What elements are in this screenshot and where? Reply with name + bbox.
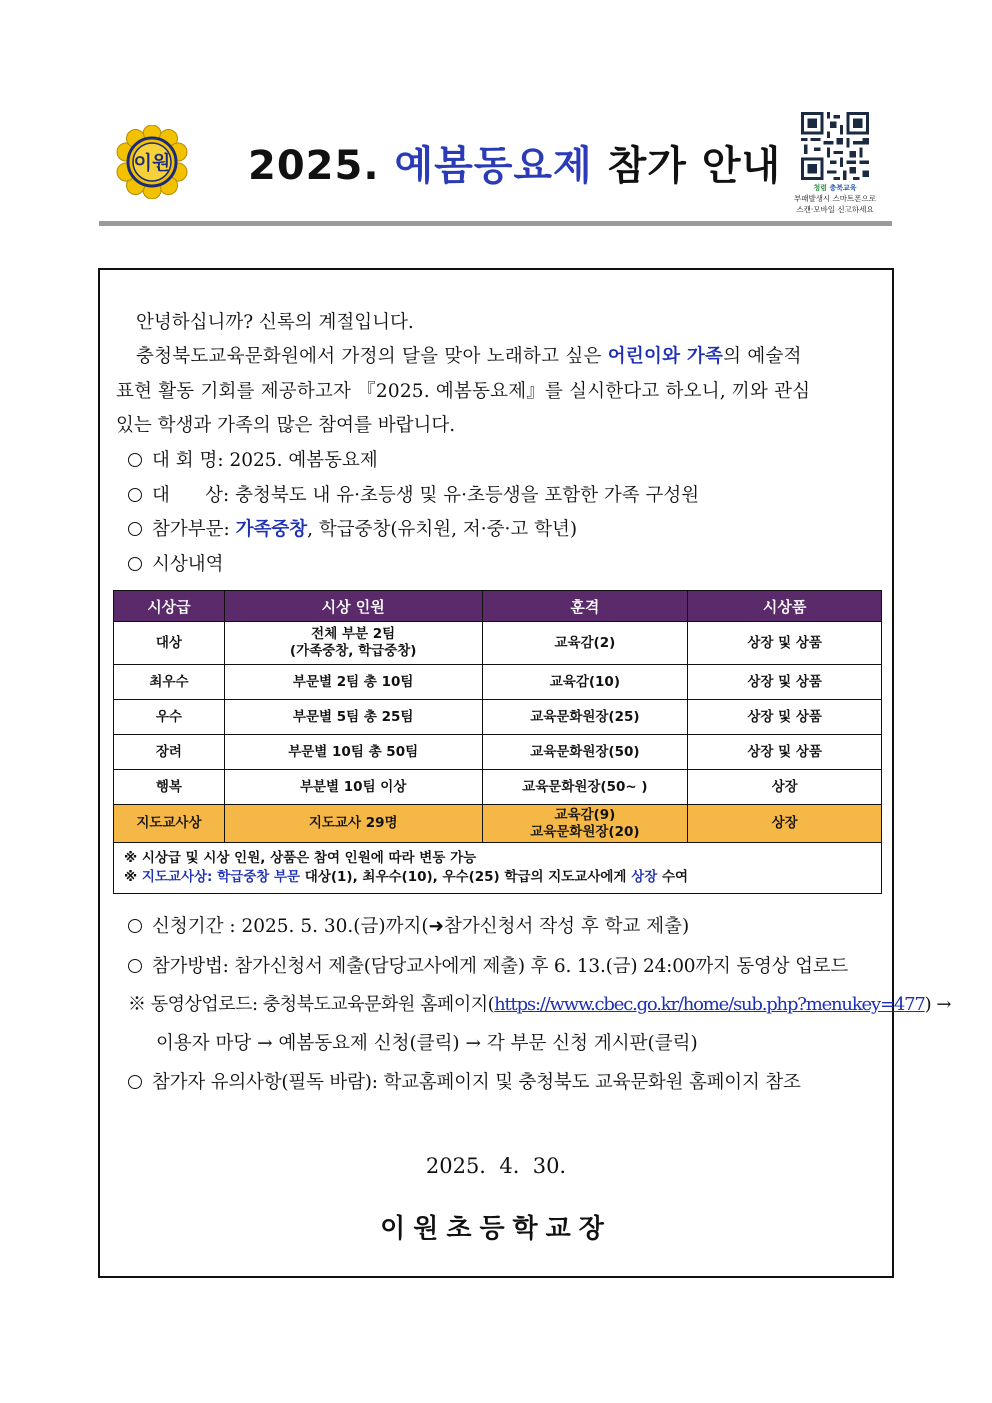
- table-note: [114, 843, 882, 894]
- award-grade: 우수: [114, 700, 225, 735]
- intro-line4: 있는 학생과 가족의 많은 참여를 바랍니다.: [116, 415, 456, 436]
- award-grade: 행복: [114, 770, 225, 805]
- circle-bullet-icon: [128, 1075, 142, 1089]
- table-header: 시상급: [114, 591, 225, 622]
- division-highlight: 가족중창: [235, 519, 308, 540]
- qr-note-line1: 부패발생시 스마트폰으로: [793, 194, 877, 203]
- upload-item: ※ 동영상업로드: 충청북도교육문화원 홈페이지(https://www.cbec.go.kr/home/sub.php?menukey=477) →: [128, 994, 951, 1015]
- awards-item: 시상내역: [128, 550, 223, 576]
- circle-bullet-icon: [128, 557, 142, 571]
- period-item: 신청기간 : 2025. 5. 30.(금)까지(➜참가신청서 작성 후 학교 제출): [128, 912, 689, 938]
- circle-bullet-icon: [128, 522, 142, 536]
- table-header: 시상 인원: [224, 591, 482, 622]
- circle-bullet-icon: [128, 453, 142, 467]
- logo-text: 이원: [133, 152, 171, 174]
- target-item: 대 상: 충청북도 내 유·초등생 및 유·초등생을 포함한 가족 구성원: [128, 481, 699, 507]
- note-line1: ※ 시상급 및 시상 인원, 상품은 참여 인원에 따라 변동 가능: [124, 850, 477, 866]
- table-header: 훈격: [482, 591, 688, 622]
- qr-brand-left: 청렴: [813, 184, 828, 192]
- award-honor: 교육감(2): [482, 622, 688, 665]
- school-logo: [115, 125, 189, 199]
- award-honor: 교육문화원장(25): [482, 700, 688, 735]
- upload-path: 이용자 마당 → 예봄동요제 신청(클릭) → 각 부문 신청 게시판(클릭): [156, 1033, 698, 1054]
- award-count: 전체 부분 2팀 (가족중창, 학급중창): [224, 622, 482, 665]
- caution-item: 참가자 유의사항(필독 바람): 학교홈페이지 및 충청북도 교육문화원 홈페이지 참조: [128, 1068, 801, 1094]
- award-prize: 상장 및 상품: [688, 735, 882, 770]
- qr-brand: [790, 183, 880, 193]
- table-header-row: [114, 591, 882, 622]
- intro-line2: 충청북도교육문화원에서 가정의 달을 맞아 노래하고 싶은 어린이와 가족의 예술적: [136, 346, 802, 367]
- qr-code-icon[interactable]: [801, 112, 869, 180]
- award-prize: 상장 및 상품: [688, 665, 882, 700]
- award-count: 부문별 5팀 총 25팀: [224, 700, 482, 735]
- event-name-item: 대 회 명: 2025. 예봄동요제: [128, 446, 378, 472]
- award-prize: 상장: [688, 805, 882, 843]
- page-title: [248, 134, 781, 191]
- upload-link[interactable]: https://www.cbec.go.kr/home/sub.php?menukey=477: [494, 994, 925, 1015]
- circle-bullet-icon: [128, 919, 142, 933]
- award-prize: 상장 및 상품: [688, 622, 882, 665]
- title-highlight: 예봄동요제: [394, 143, 593, 189]
- title-rest: 참가 안내: [607, 143, 782, 189]
- note-line2: ※ 지도교사상: 학급중창 부문 대상(1), 최우수(10), 우수(25) 학급의 지도교사에게 상장 수여: [124, 869, 689, 885]
- greeting-text: 안녕하십니까? 신록의 계절입니다.: [136, 312, 414, 333]
- award-honor: 교육감(10): [482, 665, 688, 700]
- intro-highlight: 어린이와 가족: [607, 346, 724, 367]
- table-header: 시상품: [688, 591, 882, 622]
- table-row: [114, 735, 882, 770]
- award-count: 부문별 2팀 총 10팀: [224, 665, 482, 700]
- table-row: [114, 770, 882, 805]
- table-row: [114, 622, 882, 665]
- header-divider: [99, 221, 892, 226]
- table-row: [114, 665, 882, 700]
- circle-bullet-icon: [128, 959, 142, 973]
- method-item: 참가방법: 참가신청서 제출(담당교사에게 제출) 후 6. 13.(금) 24:00까지 동영상 업로드: [128, 952, 848, 978]
- award-honor: 교육감(9) 교육문화원장(20): [482, 805, 688, 843]
- award-count: 지도교사 29명: [224, 805, 482, 843]
- table-row: [114, 700, 882, 735]
- signature: 이원초등학교장: [380, 1214, 612, 1244]
- award-grade: 최우수: [114, 665, 225, 700]
- award-honor: 교육문화원장(50): [482, 735, 688, 770]
- report-qr-block: [790, 108, 880, 220]
- circle-bullet-icon: [128, 488, 142, 502]
- title-year: 2025.: [248, 143, 380, 189]
- award-count: 부문별 10팀 총 50팀: [224, 735, 482, 770]
- award-count: 부분별 10팀 이상: [224, 770, 482, 805]
- award-grade: 장려: [114, 735, 225, 770]
- award-grade: 지도교사상: [114, 805, 225, 843]
- qr-note-line2: 스캔·모바일 신고하세요: [796, 205, 874, 214]
- division-item: 참가부문: 가족중창, 학급중창(유치원, 저·중·고 학년): [128, 515, 577, 541]
- award-grade: 대상: [114, 622, 225, 665]
- table-note-row: [114, 843, 882, 894]
- award-prize: 상장: [688, 770, 882, 805]
- intro-line3: 표현 활동 기회를 제공하고자 『2025. 예봄동요제』를 실시한다고 하오니, 끼와 관심: [116, 381, 811, 402]
- table-row: [114, 805, 882, 843]
- award-honor: 교육문화원장(50~ ): [482, 770, 688, 805]
- award-prize: 상장 및 상품: [688, 700, 882, 735]
- document-date: 2025. 4. 30.: [425, 1154, 567, 1178]
- awards-table: [113, 590, 882, 894]
- qr-brand-right: 충북교육: [829, 184, 857, 192]
